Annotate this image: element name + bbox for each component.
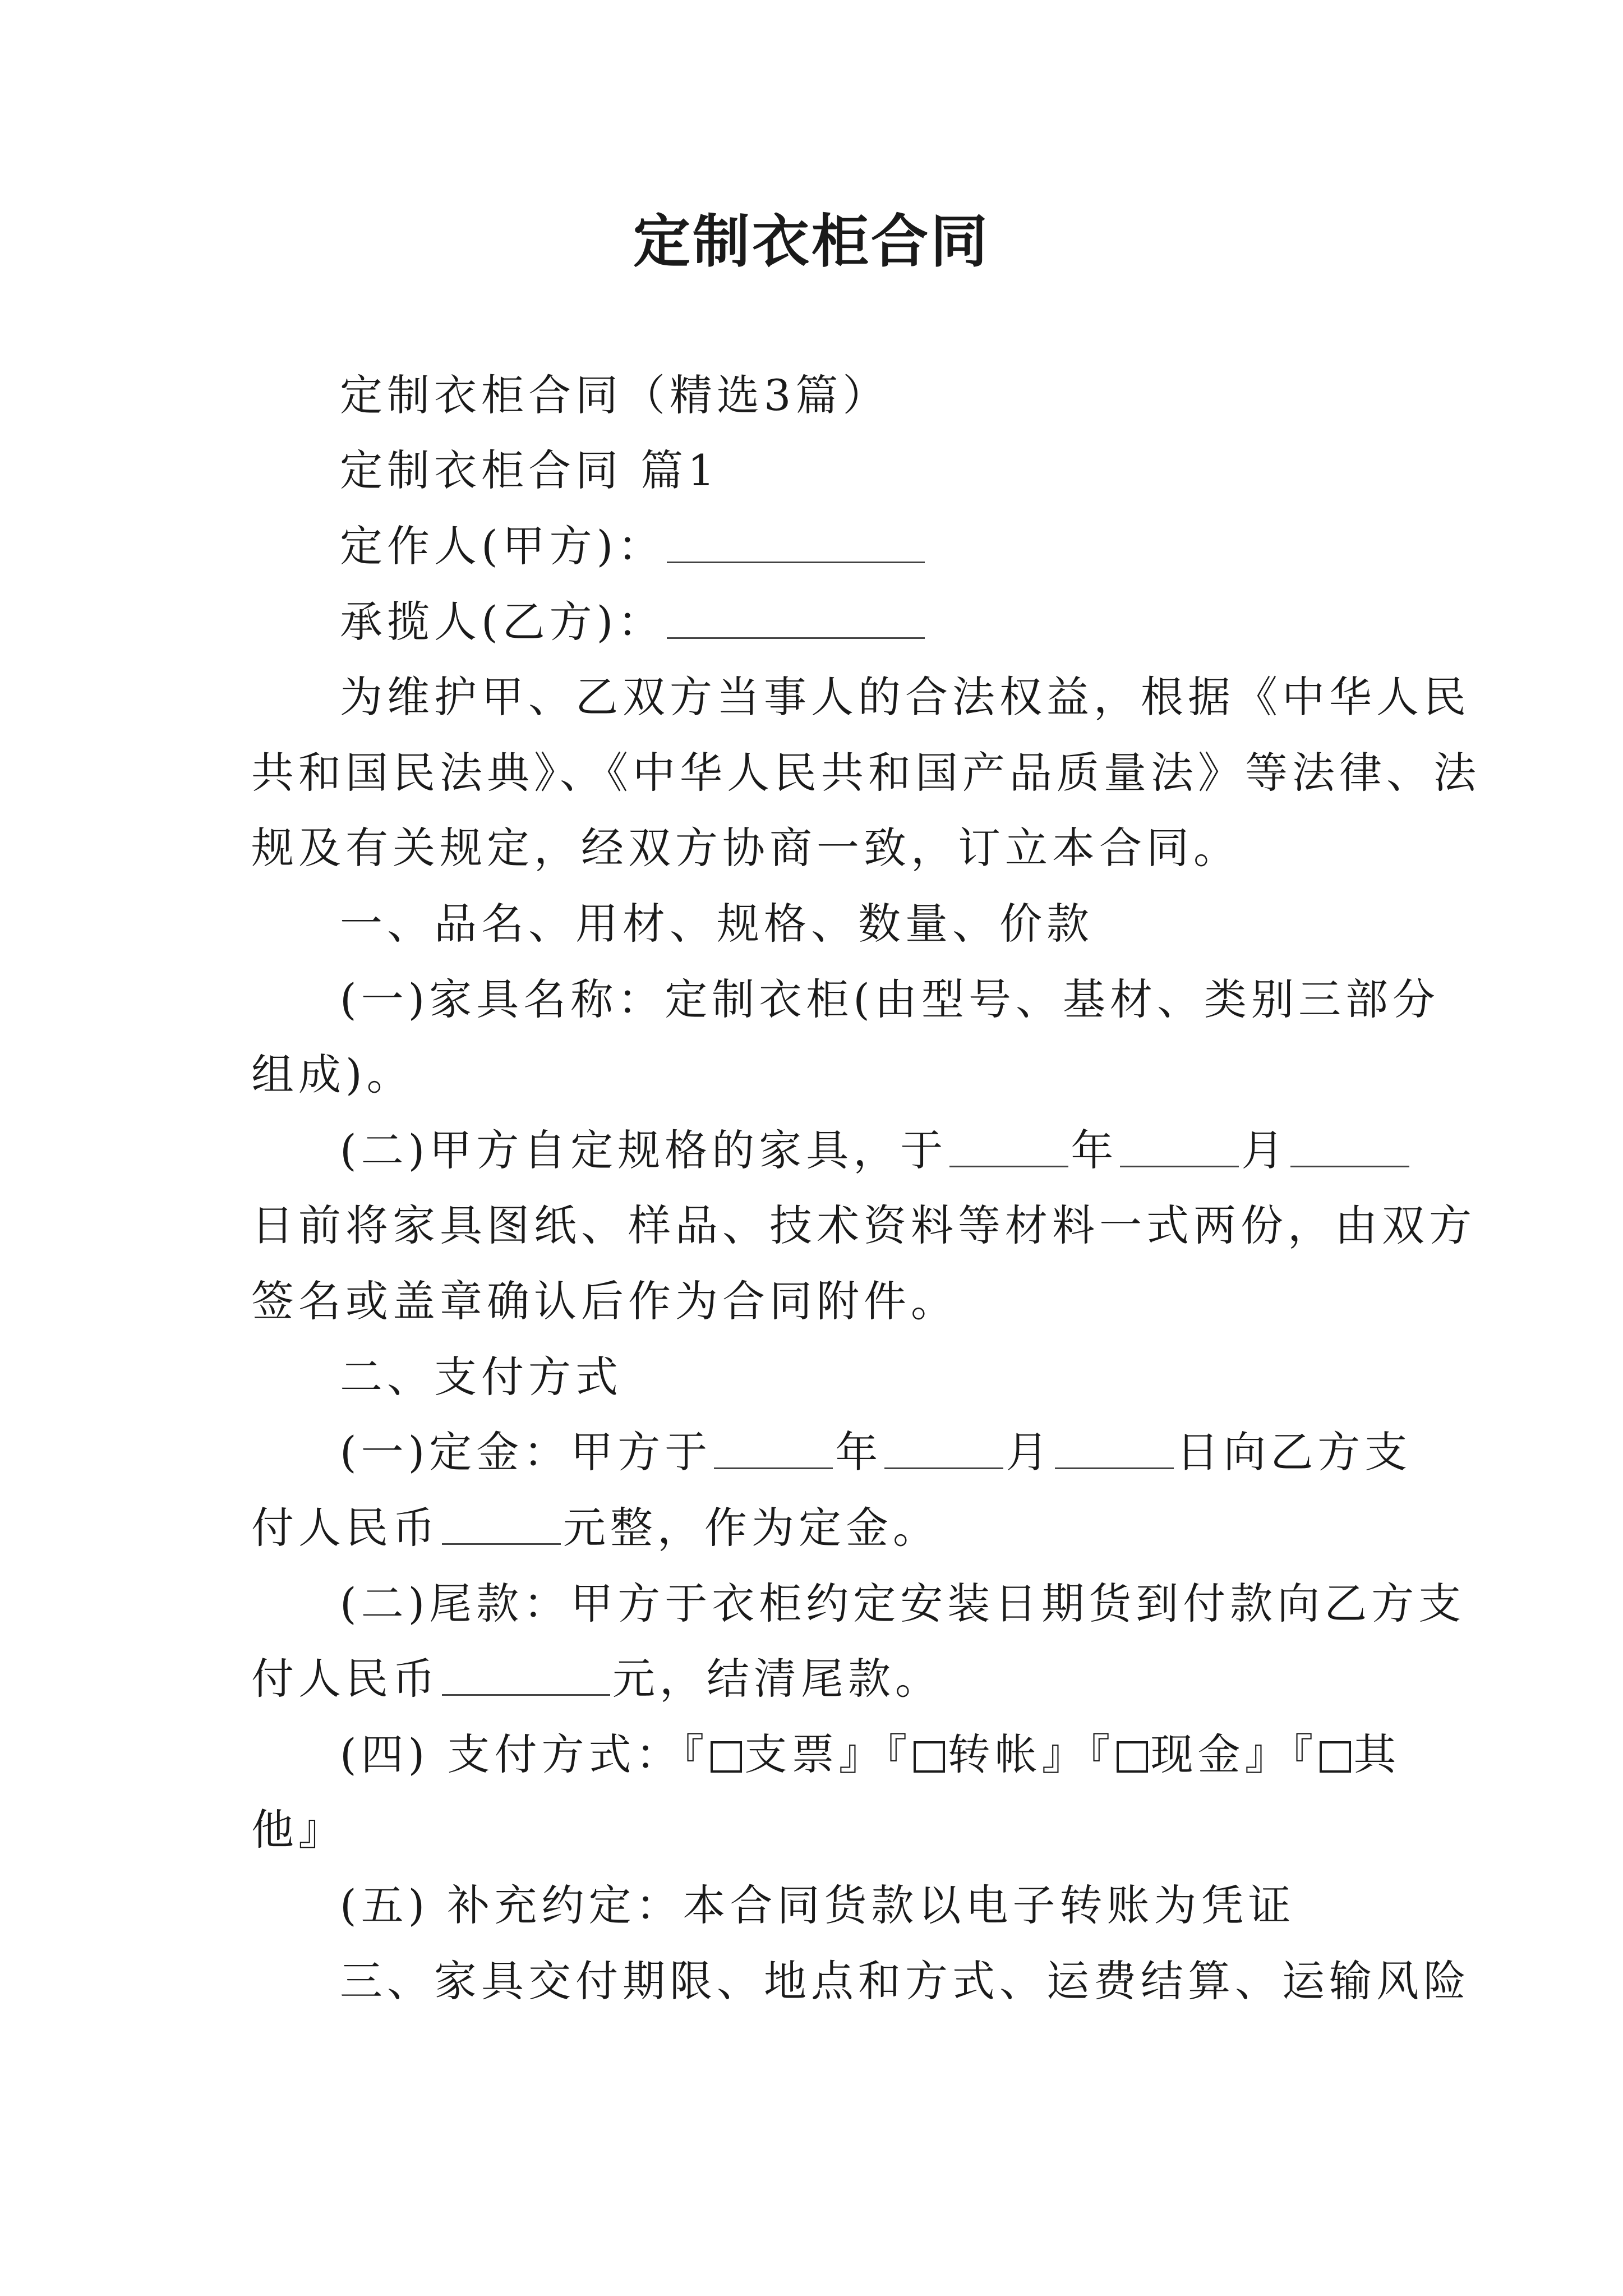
other-checkbox	[1320, 1741, 1351, 1773]
balance-amount-text: 元，结清尾款。	[612, 1654, 942, 1704]
party-b-blank	[667, 637, 925, 639]
year-blank	[949, 1165, 1068, 1167]
clause-1-2-text: (二)甲方自定规格的家具，于	[340, 1125, 948, 1175]
deposit-month-blank	[884, 1467, 1003, 1469]
deposit-amount-label: 付人民币	[251, 1503, 440, 1553]
party-a-label: 定作人(甲方)：	[340, 521, 665, 571]
clause-1-2-line-2: 日前将家具图纸、样品、技术资料等材料一式两份，由双方	[251, 1200, 1476, 1250]
deposit-year-blank	[714, 1467, 833, 1469]
other-option: 其	[1353, 1729, 1401, 1779]
clause-2-4-line-2: 他』	[251, 1805, 345, 1855]
clause-1-2-line-3: 签名或盖章确认后作为合同附件。	[251, 1276, 958, 1326]
day-blank	[1290, 1165, 1409, 1167]
party-b-label: 承揽人(乙方)：	[340, 597, 665, 647]
clause-1-heading: 一、品名、用材、规格、数量、价款	[340, 899, 1094, 949]
deposit-year-label: 年	[835, 1427, 883, 1477]
deposit-text: (一)定金：甲方于	[340, 1427, 712, 1477]
deposit-amount-text: 元整，作为定金。	[563, 1503, 940, 1553]
document-title: 定制衣柜合同	[633, 209, 990, 275]
payment-method-label: (四) 支付方式：『	[340, 1729, 709, 1779]
clause-3-heading: 三、家具交付期限、地点和方式、运费结算、运输风险	[340, 1956, 1470, 2006]
month-label: 月	[1241, 1125, 1289, 1175]
year-label: 年	[1071, 1125, 1118, 1175]
deposit-day-text: 日向乙方支	[1176, 1427, 1412, 1477]
clause-2-5-line: (五) 补充约定：本合同货款以电子转账为凭证	[340, 1880, 1295, 1930]
clause-2-1-line-1	[340, 1414, 1412, 1491]
section-heading: 定制衣柜合同 篇1	[340, 445, 720, 495]
deposit-amount-blank	[442, 1543, 561, 1545]
clause-1-1-line-2: 组成)。	[251, 1050, 414, 1099]
clause-2-2-line-1: (二)尾款：甲方于衣柜约定安装日期货到付款向乙方支	[340, 1579, 1466, 1628]
clause-2-heading: 二、支付方式	[340, 1352, 623, 1402]
party-b-line	[340, 583, 1395, 661]
preamble-line-3: 规及有关规定，经双方协商一致，订立本合同。	[251, 823, 1241, 873]
clause-2-4-line-1	[340, 1716, 1401, 1793]
balance-amount-label: 付人民币	[251, 1654, 440, 1704]
deposit-day-blank	[1055, 1467, 1174, 1469]
balance-amount-blank	[442, 1694, 610, 1696]
check-option: 支票』『	[744, 1729, 912, 1779]
month-blank	[1120, 1165, 1239, 1167]
transfer-checkbox	[914, 1741, 945, 1773]
party-a-blank	[667, 561, 925, 563]
transfer-option: 转帐』『	[947, 1729, 1115, 1779]
cash-checkbox	[1117, 1741, 1148, 1773]
clause-1-1-line-1: (一)家具名称：定制衣柜(由型号、基材、类别三部分	[340, 974, 1440, 1024]
subtitle-line: 定制衣柜合同（精选3篇）	[340, 370, 890, 420]
clause-2-1-line-2	[251, 1489, 1395, 1567]
clause-1-2-line-1	[340, 1112, 1395, 1189]
party-a-line	[340, 508, 1395, 585]
check-checkbox	[711, 1741, 742, 1773]
preamble-line-2: 共和国民法典》、《中华人民共和国产品质量法》等法律、法	[251, 748, 1481, 798]
deposit-month-label: 月	[1006, 1427, 1053, 1477]
cash-option: 现金』『	[1150, 1729, 1318, 1779]
clause-2-2-line-2	[251, 1640, 1395, 1718]
preamble-line-1: 为维护甲、乙双方当事人的合法权益，根据《中华人民	[340, 672, 1470, 722]
